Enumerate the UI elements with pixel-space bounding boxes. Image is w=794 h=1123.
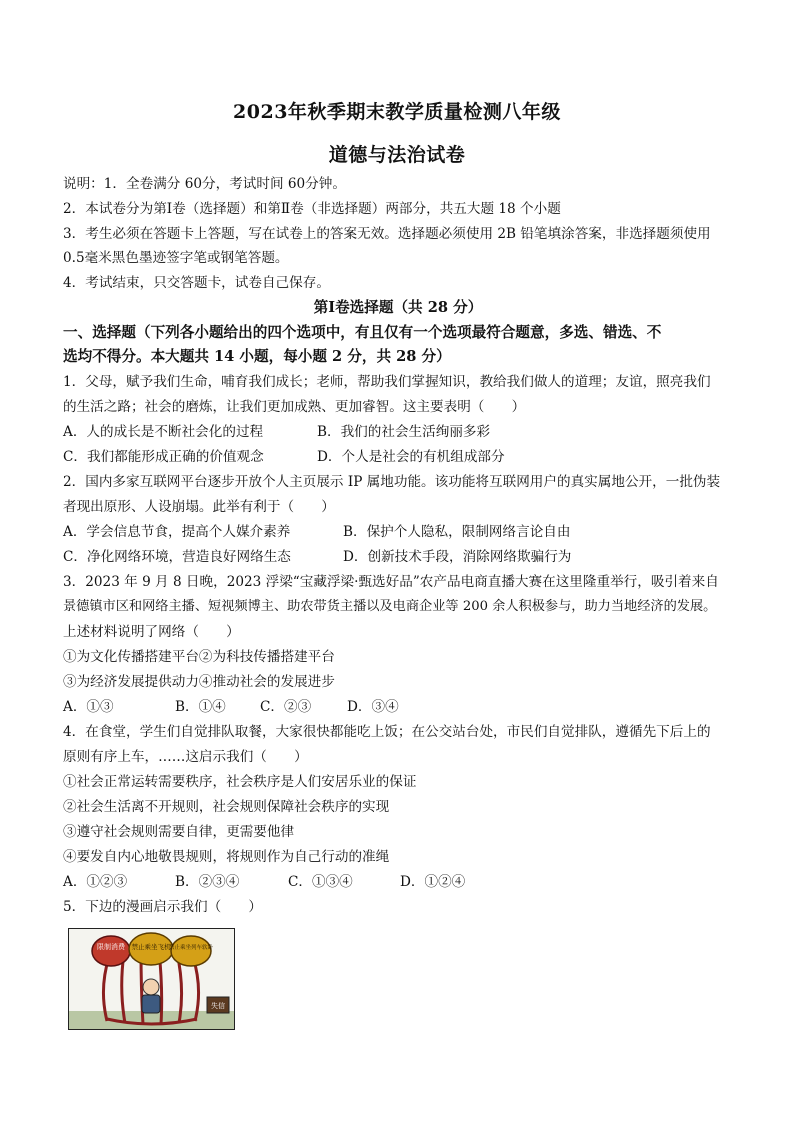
q3-stem-line1: 3．2023 年 9 月 8 日晚，2023 浮梁“宝藏浮梁·甄选好品”农产品电商直播大赛在这里隆重举行，吸引着来自 <box>63 574 719 590</box>
cartoon-badge-3 <box>171 936 211 966</box>
q5-cartoon <box>68 928 235 1030</box>
exam-subject-title: 道德与法治试卷 <box>328 144 466 166</box>
q2-stem-line2: 者现出原形、人设崩塌。此举有利于（ ） <box>63 499 335 515</box>
q1-stem-line2: 的生活之路；社会的磨炼，让我们更加成熟、更加睿智。这主要表明（ ） <box>63 399 526 415</box>
exam-title: 2023年秋季期末教学质量检测八年级 <box>233 101 561 123</box>
instruction-3-cont: 0.5毫米黑色墨迹签字笔或钢笔答题。 <box>63 250 289 266</box>
instruction-4: 4．考试结束，只交答题卡，试卷自己保存。 <box>63 275 330 291</box>
q4-option-a: A．①②③ <box>63 874 128 890</box>
q2-option-c: C．净化网络环境，营造良好网络生态 <box>63 549 291 565</box>
q3-item-line1: ①为文化传播搭建平台②为科技传播搭建平台 <box>63 649 335 665</box>
cartoon-person-head <box>143 979 159 995</box>
section-heading-line1: 一、选择题（下列各小题给出的四个选项中，有且仅有一个选项最符合题意，多选、错选、不 <box>63 324 662 341</box>
q4-option-d: D．①②④ <box>400 874 466 890</box>
cartoon-badge-1-text: 限制消费 <box>97 943 125 951</box>
q4-option-c: C．①③④ <box>288 874 353 890</box>
q4-item-2: ②社会生活离不开规则，社会规则保障社会秩序的实现 <box>63 799 390 815</box>
q4-stem-line1: 4．在食堂，学生们自觉排队取餐，大家很快都能吃上饭；在公交站台处，市民们自觉排队，遵循先下后上的 <box>63 724 711 740</box>
q3-option-b: B．①④ <box>175 699 226 715</box>
cartoon-person-body <box>142 995 160 1013</box>
section-title: 第Ⅰ卷选择题（共 28 分） <box>313 299 483 316</box>
q4-item-3: ③遵守社会规则需要自律，更需要他律 <box>63 824 295 840</box>
cartoon-ground <box>69 1011 234 1029</box>
q1-stem-line1: 1．父母，赋予我们生命，哺育我们成长；老师，帮助我们掌握知识，教给我们做人的道理；友谊，照亮我们 <box>63 374 711 390</box>
q1-option-d: D．个人是社会的有机组成部分 <box>317 449 505 465</box>
cartoon-badge-2-text: 禁止乘坐飞机 <box>131 943 171 951</box>
q1-option-a: A．人的成长是不断社会化的过程 <box>63 424 264 440</box>
q1-option-c: C．我们都能形成正确的价值观念 <box>63 449 264 465</box>
instruction-2: 2．本试卷分为第Ⅰ卷（选择题）和第Ⅱ卷（非选择题）两部分，共五大题 18 个小题 <box>63 201 561 217</box>
q4-stem-line2: 原则有序上车，……这启示我们（ ） <box>63 749 308 765</box>
q2-option-a: A．学会信息节食，提高个人媒介素养 <box>63 524 291 540</box>
cartoon-corner-text: 失信 <box>211 1002 225 1010</box>
section-heading-line2: 选均不得分。本大题共 14 小题，每小题 2 分，共 28 分） <box>63 348 451 365</box>
q4-option-b: B．②③④ <box>175 874 240 890</box>
q3-item-line2: ③为经济发展提供动力④推动社会的发展进步 <box>63 674 335 690</box>
q2-stem-line1: 2．国内多家互联网平台逐步开放个人主页展示 IP 属地功能。该功能将互联网用户的真实属地公开，一批伪装 <box>63 474 721 490</box>
q2-option-b: B．保护个人隐私，限制网络言论自由 <box>343 524 571 540</box>
q3-option-a: A．①③ <box>63 699 114 715</box>
q3-stem-line3: 上述材料说明了网络（ ） <box>63 624 240 640</box>
cartoon-illustration <box>69 929 234 1029</box>
q5-stem: 5．下边的漫画启示我们（ ） <box>63 899 262 915</box>
q4-item-4: ④要发自内心地敬畏规则，将规则作为自己行动的准绳 <box>63 849 390 865</box>
instruction-1: 说明：1．全卷满分 60分，考试时间 60分钟。 <box>63 176 346 192</box>
instruction-3: 3．考生必须在答题卡上答题，写在试卷上的答案无效。选择题必须使用 2B 铅笔填涂答案，非选择题须使用 <box>63 226 711 242</box>
q1-option-b: B．我们的社会生活绚丽多彩 <box>317 424 491 440</box>
cartoon-badge-3-text: 禁止乘坐列车软卧 <box>168 945 214 951</box>
q2-option-d: D．创新技术手段，消除网络欺骗行为 <box>343 549 572 565</box>
q3-stem-line2: 景德镇市区和网络主播、短视频博主、助农带货主播以及电商企业等 200 余人积极参与，助力当地经济的发展。 <box>63 599 717 614</box>
cartoon-badge-1 <box>92 936 130 966</box>
q4-item-1: ①社会正常运转需要秩序，社会秩序是人们安居乐业的保证 <box>63 774 417 790</box>
q3-option-d: D．③④ <box>347 699 399 715</box>
q3-option-c: C．②③ <box>260 699 312 715</box>
